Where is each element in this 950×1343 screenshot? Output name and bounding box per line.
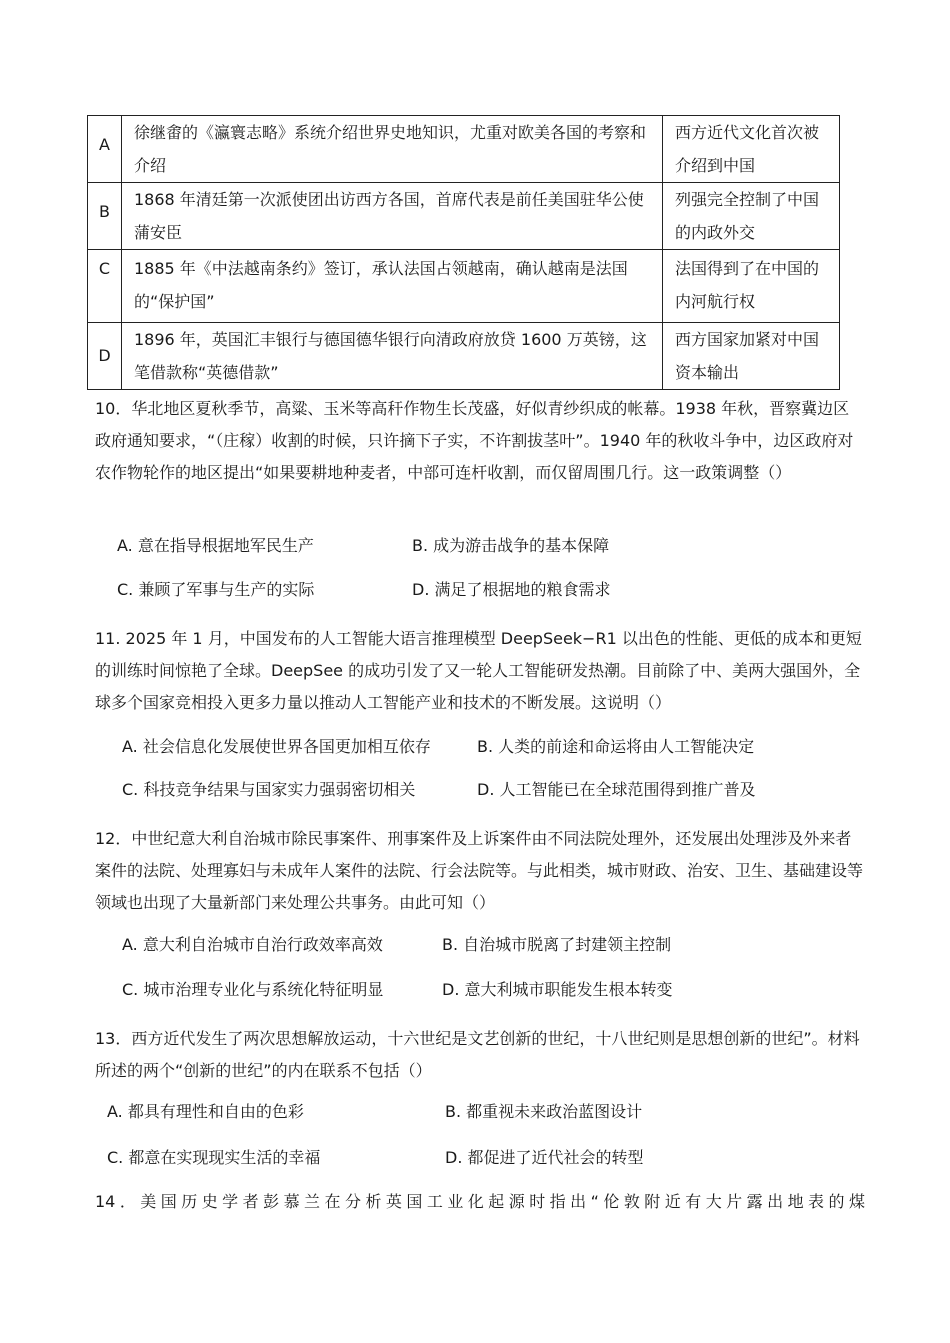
option-a[interactable]: A. 都具有理性和自由的色彩 bbox=[107, 1102, 304, 1121]
option-a[interactable]: A. 意大利自治城市自治行政效率高效 bbox=[122, 935, 383, 954]
option-c[interactable]: C. 科技竞争结果与国家实力强弱密切相关 bbox=[122, 780, 416, 799]
option-d[interactable]: D. 人工智能已在全球范围得到推广普及 bbox=[477, 780, 756, 799]
option-d[interactable]: D. 满足了根据地的粮食需求 bbox=[412, 580, 611, 599]
option-a[interactable]: A. 社会信息化发展使世界各国更加相互依存 bbox=[122, 737, 431, 756]
question-13 bbox=[95, 1023, 865, 1087]
table-row bbox=[88, 323, 840, 390]
table-row bbox=[88, 183, 840, 250]
row-description: 徐继畬的《瀛寰志略》系统介绍世界史地知识，尤重对欧美各国的考察和介绍 bbox=[122, 116, 663, 183]
table-row bbox=[88, 250, 840, 323]
option-b[interactable]: B. 成为游击战争的基本保障 bbox=[412, 536, 610, 555]
row-conclusion: 西方近代文化首次被介绍到中国 bbox=[663, 116, 840, 183]
option-b[interactable]: B. 都重视未来政治蓝图设计 bbox=[445, 1102, 643, 1121]
row-letter: D bbox=[98, 346, 111, 365]
option-d[interactable]: D. 意大利城市职能发生根本转变 bbox=[442, 980, 673, 999]
option-d[interactable]: D. 都促进了近代社会的转型 bbox=[445, 1148, 644, 1167]
question-10 bbox=[95, 393, 865, 489]
question-11 bbox=[95, 623, 865, 719]
row-conclusion: 西方国家加紧对中国资本输出 bbox=[663, 323, 840, 390]
options-table bbox=[87, 115, 840, 390]
row-letter: B bbox=[99, 202, 110, 221]
option-c[interactable]: C. 兼顾了军事与生产的实际 bbox=[117, 580, 315, 599]
question-14 bbox=[95, 1186, 865, 1218]
question-stem: 14．美国历史学者彭慕兰在分析英国工业化起源时指出“伦敦附近有大片露出地表的煤 bbox=[95, 1192, 865, 1211]
row-conclusion: 法国得到了在中国的内河航行权 bbox=[675, 259, 820, 311]
question-stem: 11. 2025 年 1 月，中国发布的人工智能大语言推理模型 DeepSeek−R1 以出色的性能、更低的成本和更短的训练时间惊艳了全球。DeepSee 的成功引发了又一轮人工智能研发热潮。目前除了中、美两大强国外，全球多个国家竞相投入更多力量以推动人工智能产业和技术的不断发展。这说明（） bbox=[95, 629, 862, 712]
option-a[interactable]: A. 意在指导根据地军民生产 bbox=[117, 536, 314, 555]
row-letter: A bbox=[99, 135, 110, 154]
question-stem: 12．中世纪意大利自治城市除民事案件、刑事案件及上诉案件由不同法院处理外，还发展出处理涉及外来者案件的法院、处理寡妇与未成年人案件的法院、行会法院等。与此相类，城市财政、治安、卫生、基础建设等领域也出现了大量新部门来处理公共事务。由此可知（） bbox=[95, 829, 864, 912]
row-description: 1885 年《中法越南条约》签订，承认法国占领越南，确认越南是法国的“保护国” bbox=[134, 259, 628, 311]
row-description: 1896 年，英国汇丰银行与德国德华银行向清政府放贷 1600 万英镑，这笔借款称“英德借款” bbox=[122, 323, 663, 390]
option-b[interactable]: B. 人类的前途和命运将由人工智能决定 bbox=[477, 737, 755, 756]
option-c[interactable]: C. 都意在实现现实生活的幸福 bbox=[107, 1148, 321, 1167]
row-description: 1868 年清廷第一次派使团出访西方各国，首席代表是前任美国驻华公使蒲安臣 bbox=[122, 183, 663, 250]
table-row bbox=[88, 116, 840, 183]
question-stem: 10．华北地区夏秋季节，高粱、玉米等高秆作物生长茂盛，好似青纱织成的帐幕。1938 年秋，晋察冀边区政府通知要求，“（庄稼）收割的时候，只许摘下子实，不许割拔茎叶”。1940 年的秋收斗争中，边区政府对农作物轮作的地区提出“如果要耕地种麦者，中部可连杆收割，而仅留周围几行。这一政策调整（） bbox=[95, 399, 854, 482]
question-12 bbox=[95, 823, 865, 919]
row-letter: C bbox=[98, 259, 111, 278]
option-c[interactable]: C. 城市治理专业化与系统化特征明显 bbox=[122, 980, 384, 999]
option-b[interactable]: B. 自治城市脱离了封建领主控制 bbox=[442, 935, 672, 954]
row-conclusion: 列强完全控制了中国的内政外交 bbox=[663, 183, 840, 250]
question-stem: 13．西方近代发生了两次思想解放运动，十六世纪是文艺创新的世纪，十八世纪则是思想创新的世纪”。材料所述的两个“创新的世纪”的内在联系不包括（） bbox=[95, 1029, 860, 1080]
